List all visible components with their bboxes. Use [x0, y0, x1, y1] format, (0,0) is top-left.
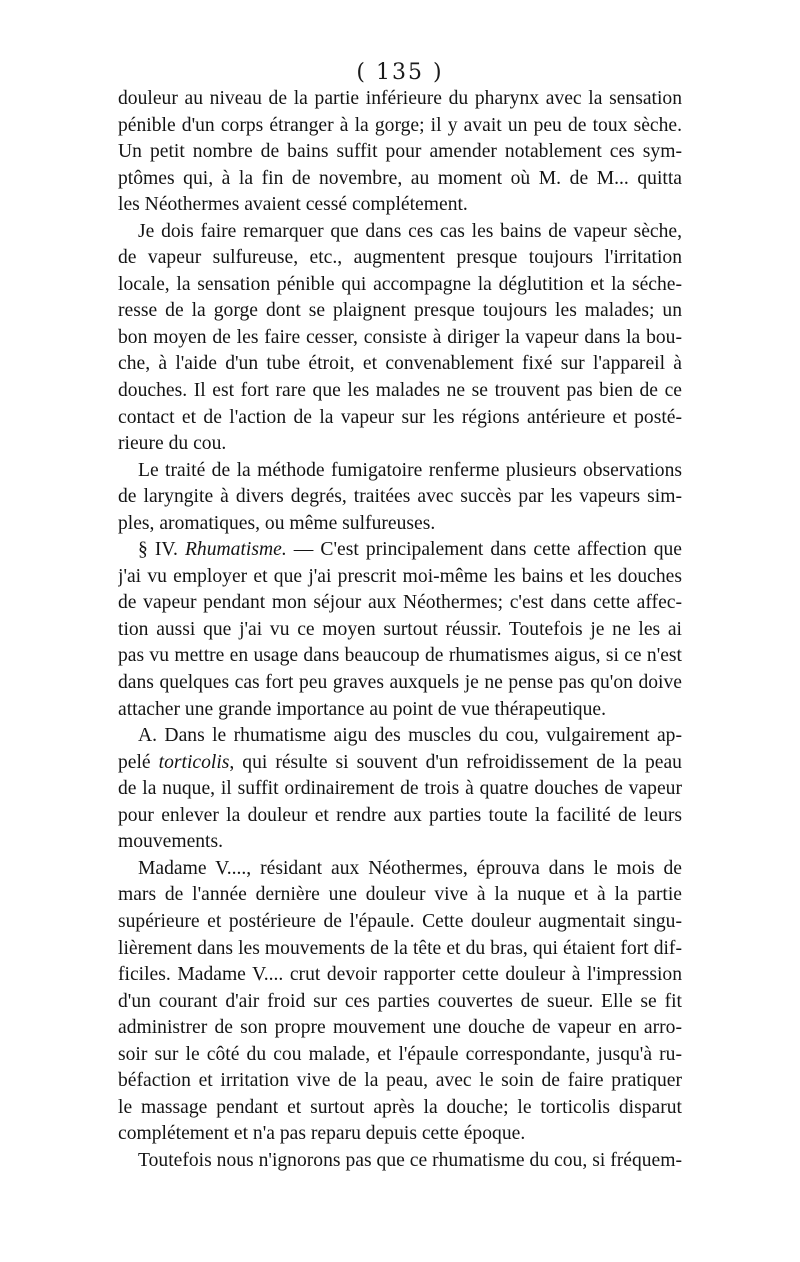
- text-line: bon moyen de les faire cesser, consiste à diriger la vapeur dans la bou-: [118, 326, 682, 348]
- text-line: attacher une grande importance au point de vue thérapeutique.: [118, 698, 606, 720]
- text-line: de laryngite à divers degrés, traitées avec succès par les vapeurs sim-: [118, 486, 682, 508]
- text-line: che, à l'aide d'un tube étroit, et convenablement fixé sur l'appareil à: [118, 353, 682, 375]
- text-line: pas vu mettre en usage dans beaucoup de rhumatismes aigus, si ce n'est: [118, 645, 682, 667]
- paragraph: [118, 458, 682, 538]
- text-line: pénible d'un corps étranger à la gorge; il y avait un peu de toux sèche.: [118, 114, 682, 136]
- text-line: supérieure et postérieure de l'épaule. Cette douleur augmentait singu-: [118, 910, 682, 932]
- text-line: Je dois faire remarquer que dans ces cas les bains de vapeur sèche,: [138, 220, 682, 242]
- section-number: § IV.: [138, 539, 185, 561]
- paragraph: [118, 86, 682, 219]
- text-line: j'ai vu employer et que j'ai prescrit moi-même les bains et les douches: [118, 565, 682, 587]
- text-line: le massage pendant et surtout après la douche; le torticolis disparut: [118, 1096, 682, 1118]
- text-line: lièrement dans les mouvements de la tête et du bras, qui étaient fort dif-: [118, 937, 682, 959]
- text-line: complétement et n'a pas reparu depuis cette époque.: [118, 1123, 526, 1145]
- italic-term: torticolis: [158, 751, 230, 773]
- paragraph: [118, 219, 682, 458]
- text-line: Madame V...., résidant aux Néothermes, éprouva dans le mois de: [138, 857, 682, 879]
- paragraph-section-iv: [118, 537, 682, 723]
- text-line: rieure du cou.: [118, 433, 227, 455]
- text-line: de vapeur pendant mon séjour aux Néothermes; c'est dans cette affec-: [118, 592, 682, 614]
- text-run: pelé: [118, 751, 159, 773]
- text-run: — C'est principalement dans cette affection que: [286, 539, 682, 561]
- section-heading-line: [118, 537, 682, 564]
- text-line: d'un courant d'air froid sur ces parties couvertes de sueur. Elle se fit: [118, 990, 682, 1012]
- text-line: Toutefois nous n'ignorons pas que ce rhumatisme du cou, si fréquem-: [138, 1149, 682, 1171]
- text-line: [118, 750, 682, 777]
- paragraph: [118, 723, 682, 856]
- text-line: de vapeur sulfureuse, etc., augmentent presque toujours l'irritation: [118, 247, 682, 269]
- text-line: resse de la gorge dont se plaignent presque toujours les malades; un: [118, 300, 682, 322]
- text-line: ptômes qui, à la fin de novembre, au moment où M. de M... quitta: [118, 167, 682, 189]
- text-line: A. Dans le rhumatisme aigu des muscles du cou, vulgairement ap-: [138, 725, 682, 747]
- text-line: ples, aromatiques, ou même sulfureuses.: [118, 512, 436, 534]
- text-line: dans quelques cas fort peu graves auxquels je ne pense pas qu'on doive: [118, 672, 682, 694]
- page-number: ( 135 ): [356, 60, 444, 85]
- text-line: ficiles. Madame V.... crut devoir rapporter cette douleur à l'impression: [118, 964, 682, 986]
- text-line: douches. Il est fort rare que les malades ne se trouvent pas bien de ce: [118, 380, 682, 402]
- text-line: béfaction et irritation vive de la peau, avec le soin de faire pratiquer: [118, 1070, 682, 1092]
- text-line: Le traité de la méthode fumigatoire renferme plusieurs observations: [138, 459, 682, 481]
- text-line: Un petit nombre de bains suffit pour amender notablement ces sym-: [118, 141, 682, 163]
- paragraph: [118, 1148, 682, 1175]
- text-line: locale, la sensation pénible qui accompagne la déglutition et la séche-: [118, 273, 682, 295]
- paragraph: [118, 856, 682, 1148]
- text-line: de la nuque, il suffit ordinairement de trois à quatre douches de vapeur: [118, 778, 682, 800]
- text-run: , qui résulte si souvent d'un refroidissement de la peau: [229, 751, 682, 773]
- text-line: administrer de son propre mouvement une douche de vapeur en arro-: [118, 1017, 682, 1039]
- text-line: pour enlever la douleur et rendre aux parties toute la facilité de leurs: [118, 804, 682, 826]
- text-line: soir sur le côté du cou malade, et l'épaule correspondante, jusqu'à ru-: [118, 1043, 682, 1065]
- text-line: les Néothermes avaient cessé complétement.: [118, 194, 468, 216]
- text-line: contact et de l'action de la vapeur sur les régions antérieure et posté-: [118, 406, 682, 428]
- body-text: [118, 86, 682, 1174]
- text-line: mouvements.: [118, 831, 224, 853]
- text-line: mars de l'année dernière une douleur vive à la nuque et à la partie: [118, 884, 682, 906]
- text-line: tion aussi que j'ai vu ce moyen surtout réussir. Toutefois je ne les ai: [118, 618, 682, 640]
- text-line: douleur au niveau de la partie inférieure du pharynx avec la sensation: [118, 88, 682, 109]
- section-title: Rhumatisme.: [184, 539, 287, 561]
